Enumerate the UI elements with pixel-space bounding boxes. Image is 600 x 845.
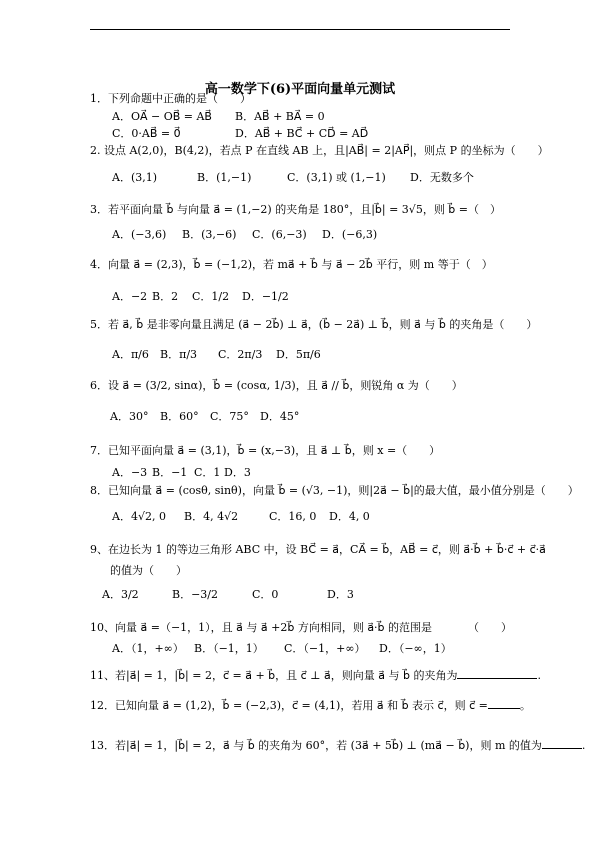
question-2-stem: 2. 设点 A(2,0)，B(4,2)，若点 P 在直线 AB 上，且|AB⃗| = 2|AP⃗|，则点 P 的坐标为（ ） [90, 144, 549, 157]
question-9-option-a: A．3/2 [102, 588, 139, 601]
question-2-option-b: B．(1,−1) [197, 171, 252, 184]
question-5-option-a: A．π/6 [112, 348, 149, 361]
question-3-options [112, 227, 377, 242]
question-10-stem: 10、向量 a⃗ =（−1，1），且 a⃗ 与 a⃗ +2b⃗ 方向相同，则 a⃗·b⃗ 的范围是 [90, 621, 433, 634]
question-9-stem-continued: 的值为（ ） [110, 564, 187, 577]
question-3-option-c: C．(6,−3) [252, 228, 307, 241]
question-10-bracket: （ ） [468, 621, 512, 634]
question-12-stem: 12．已知向量 a⃗ = (1,2)，b⃗ = (−2,3)，c⃗ = (4,1)，若用 a⃗ 和 b⃗ 表示 c⃗，则 c⃗ = [90, 699, 488, 712]
question-1-option-d: D．AB⃗ + BC⃗ + CD⃗ = AD⃗ [235, 127, 369, 140]
question-9-option-b: B．−3/2 [172, 588, 219, 601]
question-1-option-c: C．0·AB⃗ = 0⃗ [112, 127, 181, 140]
question-11-stem: 11、若|a⃗| = 1，|b⃗| = 2，c⃗ = a⃗ + b⃗，且 c⃗ ⊥ a⃗，则向量 a⃗ 与 b⃗ 的夹角为 [90, 669, 458, 682]
question-10-options [112, 641, 452, 656]
question-6-option-a: A．30° [110, 410, 149, 423]
question-7-stem: 7．已知平面向量 a⃗ = (3,1)，b⃗ = (x,−3)，且 a⃗ ⊥ b⃗，则 x =（ ） [90, 444, 441, 457]
question-8-option-d: D．4, 0 [329, 510, 370, 523]
question-1-option-a: A．OA⃗ − OB⃗ = AB⃗ [112, 110, 212, 123]
question-5-options [112, 347, 321, 362]
question-11 [90, 667, 541, 683]
question-6-option-b: B．60° [160, 410, 199, 423]
question-3-option-b: B．(3,−6) [182, 228, 237, 241]
question-9-option-d: D．3 [327, 588, 354, 601]
question-9-stem: 9、在边长为 1 的等边三角形 ABC 中，设 BC⃗ = a⃗，CA⃗ = b⃗，AB⃗ = c⃗，则 a⃗·b⃗ + b⃗·c⃗ + c⃗·a⃗ [90, 543, 546, 556]
question-5-stem: 5．若 a⃗, b⃗ 是非零向量且满足 (a⃗ − 2b⃗) ⊥ a⃗，(b⃗ − 2a⃗) ⊥ b⃗，则 a⃗ 与 b⃗ 的夹角是（ ） [90, 318, 538, 331]
question-7-option-c: C．1 [194, 466, 221, 479]
question-4-option-a: A．−2 [112, 290, 148, 303]
question-13 [90, 737, 585, 753]
question-12-end: 。 [519, 699, 531, 712]
question-8-stem: 8．已知向量 a⃗ = (cosθ, sinθ)，向量 b⃗ = (√3, −1)，则|2a⃗ − b⃗|的最大值，最小值分别是（ ） [90, 484, 579, 497]
question-3-option-d: D．(−6,3) [322, 228, 378, 241]
question-8-option-a: A．4√2, 0 [112, 510, 166, 523]
question-6-options [110, 409, 299, 424]
answer-blank-12[interactable] [488, 697, 520, 709]
answer-blank-11[interactable] [457, 667, 537, 679]
answer-blank-13[interactable] [542, 737, 582, 749]
question-1-options-row1 [112, 109, 325, 124]
question-5-option-d: D．5π/6 [276, 348, 321, 361]
question-4-option-b: B．2 [152, 290, 179, 303]
question-8-option-c: C．16, 0 [269, 510, 317, 523]
header-rule [90, 29, 510, 30]
question-7-option-b: B．−1 [152, 466, 188, 479]
question-2-option-c: C．(3,1) 或 (1,−1) [287, 171, 386, 184]
question-7-option-d: D．3 [224, 466, 251, 479]
question-1-stem: 1．下列命题中正确的是（ ） [90, 92, 251, 105]
question-6-option-d: D．45° [260, 410, 300, 423]
question-6-option-c: C．75° [210, 410, 249, 423]
question-11-end: . [537, 669, 541, 682]
question-4-options [112, 289, 289, 304]
question-1-options-row2 [112, 126, 368, 141]
question-3-stem: 3．若平面向量 b⃗ 与向量 a⃗ = (1,−2) 的夹角是 180°，且|b⃗| = 3√5，则 b⃗ =（ ） [90, 203, 502, 216]
question-13-end: . [581, 739, 586, 752]
question-7-options [112, 465, 251, 480]
question-12 [90, 697, 531, 713]
question-5-option-c: C．2π/3 [218, 348, 263, 361]
question-10-option-d: D．（−∞，1） [379, 642, 452, 655]
question-10-option-b: B．（−1，1） [194, 642, 264, 655]
question-1-option-b: B．AB⃗ + BA⃗ = 0 [235, 110, 325, 123]
question-6-stem: 6．设 a⃗ = (3/2, sinα)，b⃗ = (cosα, 1/3)，且 a⃗ // b⃗，则锐角 α 为（ ） [90, 379, 463, 392]
page-title: 高一数学下(6)平面向量单元测试 [204, 82, 396, 97]
question-13-stem: 13．若|a⃗| = 1，|b⃗| = 2，a⃗ 与 b⃗ 的夹角为 60°，若 (3a⃗ + 5b⃗) ⊥ (ma⃗ − b⃗)，则 m 的值为 [90, 739, 542, 752]
question-8-options [112, 509, 370, 524]
question-4-option-c: C．1/2 [192, 290, 230, 303]
question-10-option-a: A．（1，+∞） [112, 642, 184, 655]
question-8-option-b: B．4, 4√2 [184, 510, 239, 523]
question-4-stem: 4．向量 a⃗ = (2,3)，b⃗ = (−1,2)，若 ma⃗ + b⃗ 与 a⃗ − 2b⃗ 平行，则 m 等于（ ） [90, 258, 493, 271]
question-3-option-a: A．(−3,6) [112, 228, 167, 241]
question-2-option-a: A．(3,1) [112, 171, 158, 184]
question-4-option-d: D．−1/2 [242, 290, 289, 303]
question-7-option-a: A．−3 [112, 466, 148, 479]
question-9-options [102, 587, 354, 602]
question-2-options [112, 170, 474, 185]
question-2-option-d: D．无数多个 [410, 171, 474, 184]
question-9-option-c: C．0 [252, 588, 279, 601]
question-5-option-b: B．π/3 [160, 348, 198, 361]
question-10-option-c: C．（−1，+∞） [284, 642, 366, 655]
